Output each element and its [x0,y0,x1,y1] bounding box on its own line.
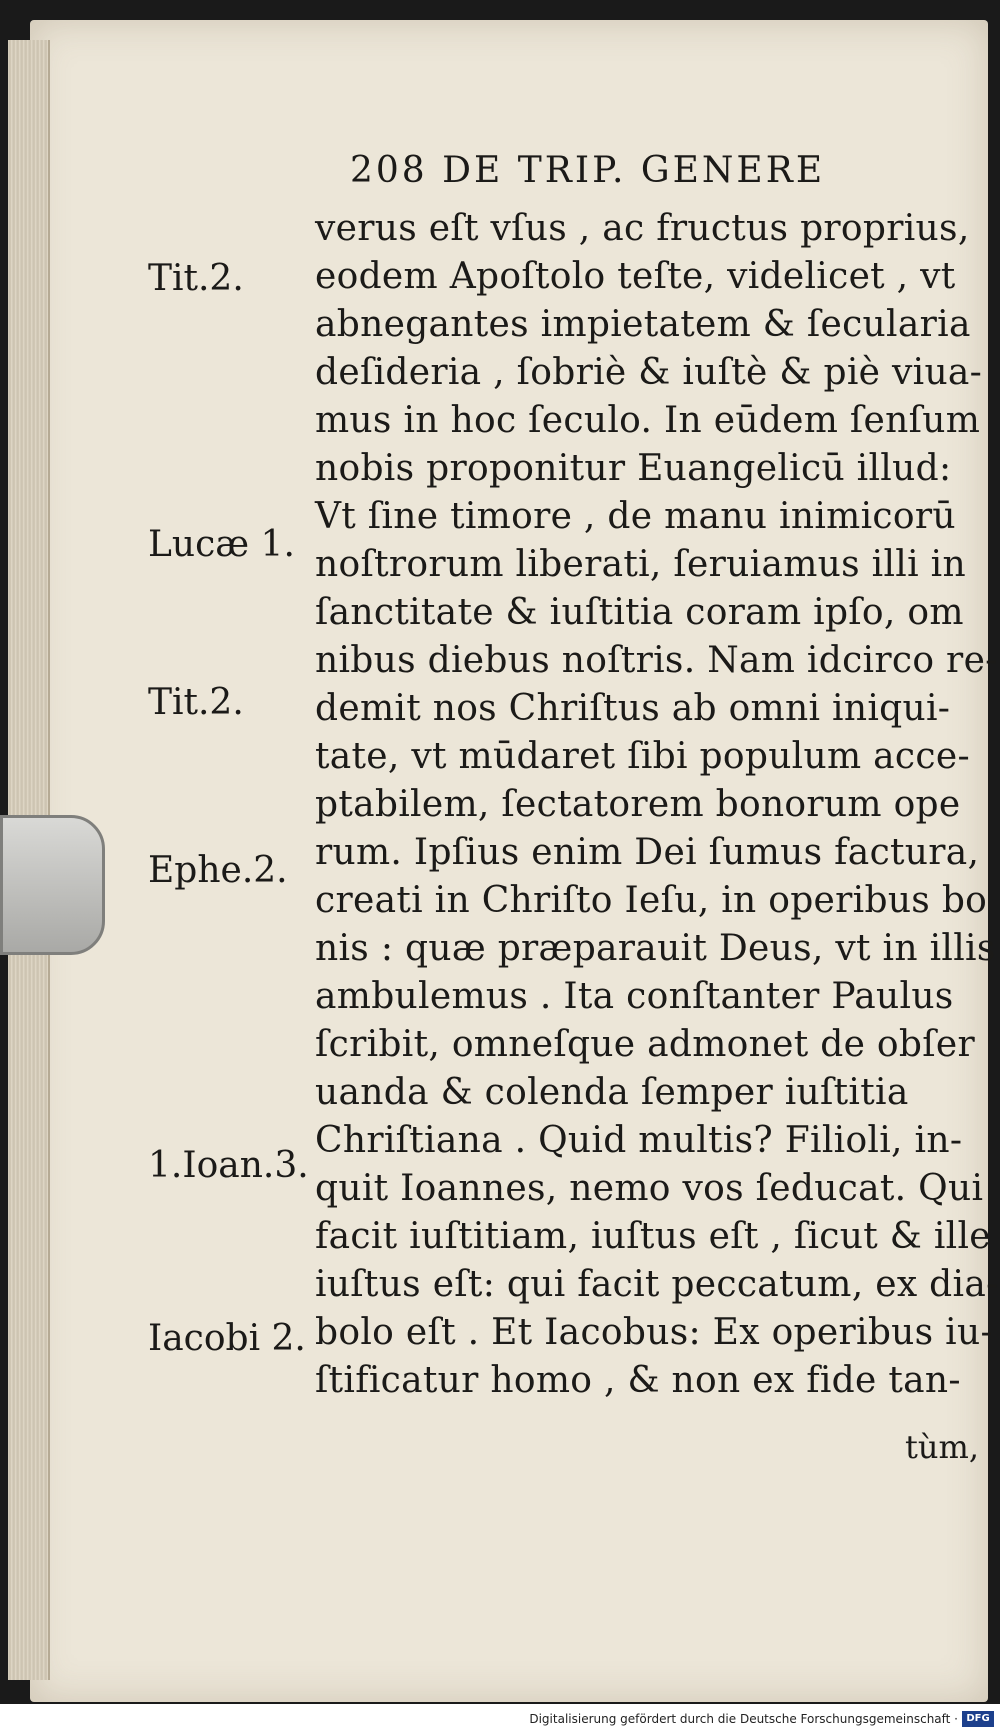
page-clip [0,815,105,955]
text-line: ſcribit, omneſque admonet de obſer [315,1024,975,1065]
text-line: rum. Ipſius enim Dei ſumus factura, [315,832,980,873]
text-line: ambulemus . Ita conſtanter Paulus [315,976,954,1017]
text-line: nobis proponitur Euangelicū illud: [315,448,952,489]
margin-note: Ephe.2. [148,850,288,891]
margin-note: Lucæ 1. [148,524,295,565]
text-line: Vt ſine timore , de manu inimicorū [315,496,956,537]
text-line: mus in hoc ſeculo. In eūdem ſenſum [315,400,981,441]
dfg-logo: DFG [962,1711,994,1727]
text-line: quit Ioannes, nemo vos ſeducat. Qui [315,1168,984,1209]
text-line: iuſtus eſt: qui facit peccatum, ex dia- [315,1264,999,1305]
margin-note: Iacobi 2. [148,1318,306,1359]
catchword: tùm, [905,1428,979,1466]
text-line: ptabilem, ſectatorem bonorum ope [315,784,961,825]
text-line: bolo eſt . Et Iacobus: Ex operibus iu- [315,1312,993,1353]
text-line: demit nos Chriſtus ab omni iniqui- [315,688,951,729]
text-line: eodem Apoſtolo teſte, videlicet , vt [315,256,956,297]
text-line: facit iuſtitiam, iuſtus eſt , ſicut & ille [315,1216,991,1257]
text-line: tate, vt mūdaret ſibi populum acce- [315,736,970,777]
text-line: deſideria , ſobriè & iuſtè & piè viua- [315,352,983,393]
text-line: uanda & colenda ſemper iuſtitia [315,1072,909,1113]
text-line: abnegantes impietatem & ſecularia [315,304,971,345]
text-line: ſanctitate & iuſtitia coram ipſo, om [315,592,964,633]
text-line: noſtrorum liberati, ſeruiamus illi in [315,544,966,585]
running-header: 208 DE TRIP. GENERE [350,150,826,191]
text-line: creati in Chriſto Ieſu, in operibus bo [315,880,988,921]
text-line: ſtificatur homo , & non ex fide tan- [315,1360,961,1401]
footer-credit: Digitalisierung gefördert durch die Deutsche Forschungsgemeinschaft · [529,1712,958,1726]
text-line: nis : quæ præparauit Deus, vt in illis [315,928,996,969]
margin-note: 1.Ioan.3. [148,1145,309,1186]
margin-note: Tit.2. [148,258,244,299]
text-line: Chriſtiana . Quid multis? Filioli, in- [315,1120,963,1161]
text-line: verus eſt vſus , ac fructus proprius, [315,208,970,249]
text-line: nibus diebus noſtris. Nam idcirco re- [315,640,998,681]
margin-note: Tit.2. [148,682,244,723]
